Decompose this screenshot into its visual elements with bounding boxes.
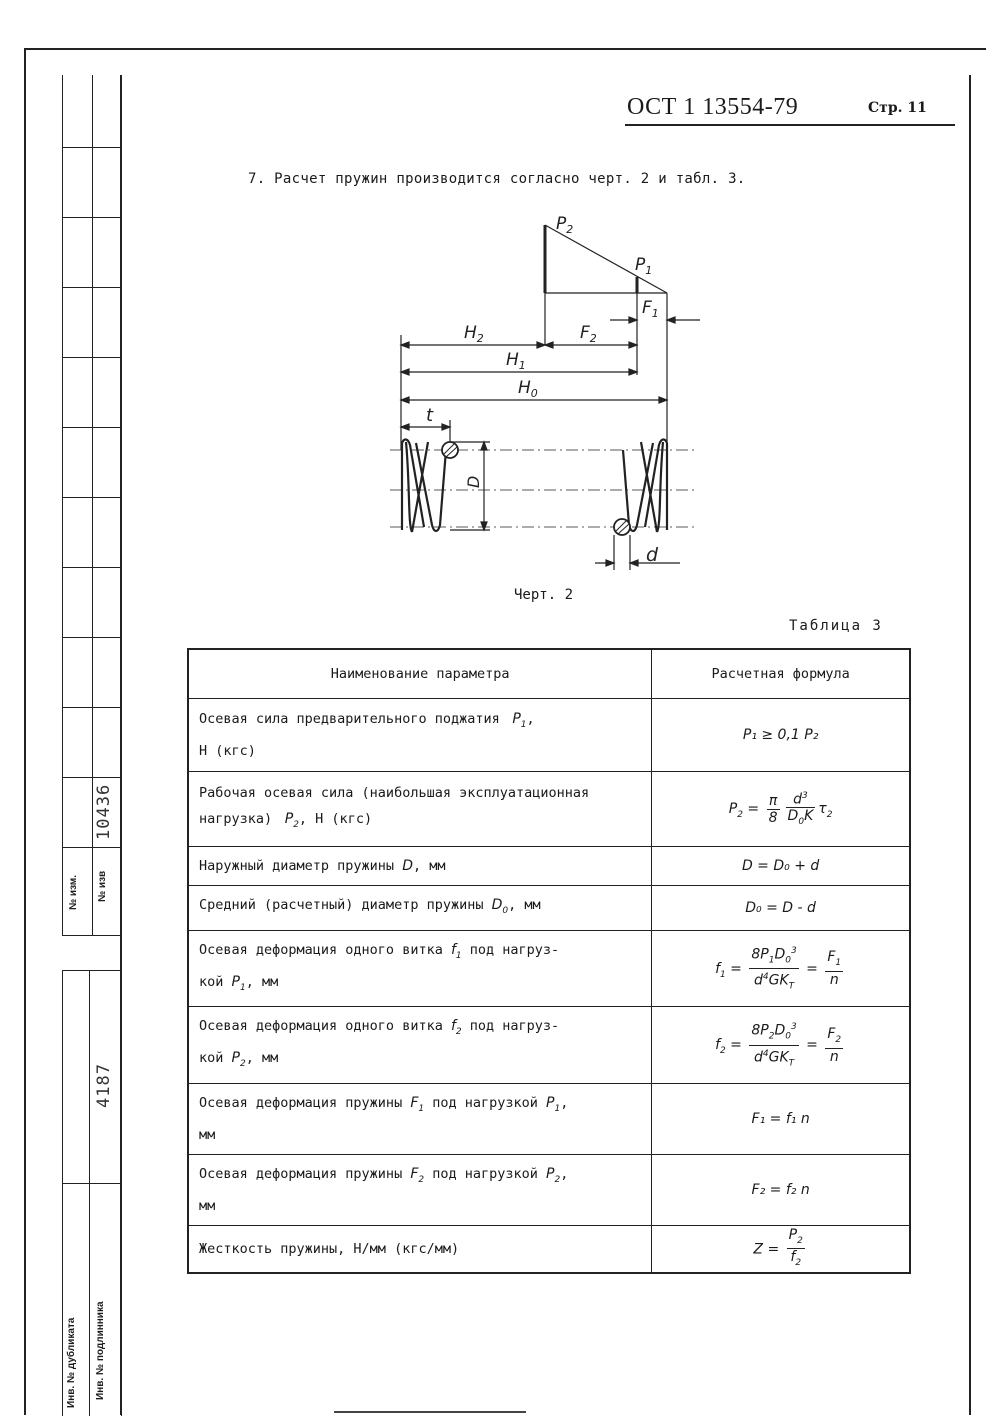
page-number: Стр. 11: [868, 100, 927, 116]
notice-no-value: 10436: [94, 783, 114, 840]
label-p2: $P_2$: [556, 214, 574, 236]
table-row: [188, 772, 910, 847]
row-name: Жесткость пружины, Н/мм (кгс/мм): [188, 1225, 652, 1273]
label-t: t: [426, 405, 434, 426]
row-formula: $f_1$ = $\frac{8P_1D_0^3}{d^4GK_T}$ = $\frac{F_1}{n}$: [652, 930, 910, 1007]
frame-left-border: [24, 48, 26, 1415]
duplicate-inventory-label: Инв. № дубликата: [66, 1317, 77, 1408]
label-h0: $H_0$: [518, 378, 538, 400]
table-row: [188, 1007, 910, 1084]
table-row: [188, 930, 910, 1007]
bottom-mark: [334, 1411, 526, 1413]
label-f2: $F_2$: [580, 323, 597, 345]
header-parameter-name: Наименование параметра: [188, 649, 652, 699]
row-name: Осевая деформация одного витка $f_2$ под нагруз- кой $P_2$, мм: [188, 1007, 652, 1084]
row-formula: P₁ ≥ 0,1 P₂: [652, 699, 910, 772]
table-row: [188, 1083, 910, 1154]
original-inventory-label: Инв. № подлинника: [95, 1301, 106, 1400]
row-name: Осевая деформация пружины $F_1$ под нагрузкой $P_1$, мм: [188, 1083, 652, 1154]
spring-drawing: [380, 205, 710, 580]
row-name: Средний (расчетный) диаметр пружины $D_0$, мм: [188, 886, 652, 931]
load-line: [545, 225, 667, 293]
row-formula: D₀ = D - d: [652, 886, 910, 931]
row-name: Наружный диаметр пружины D, мм: [188, 847, 652, 886]
change-no-label: № изм.: [68, 875, 79, 910]
figure-caption: Черт. 2: [514, 587, 574, 603]
parameters-table: [187, 648, 911, 1274]
header-formula: Расчетная формула: [652, 649, 910, 699]
table-row: [188, 886, 910, 931]
original-inventory-value: 4187: [94, 1063, 114, 1108]
frame-right-border: [969, 75, 971, 1415]
intro-paragraph: 7. Расчет пружин производится согласно черт. 2 и табл. 3.: [248, 171, 746, 187]
table-row: [188, 1154, 910, 1225]
table-row: [188, 1225, 910, 1273]
row-formula: F₂ = f₂ n: [652, 1154, 910, 1225]
label-D: D: [464, 475, 483, 488]
header-underline: [625, 124, 955, 126]
row-name: Осевая сила предварительного поджатия $P_1$, Н (кгс): [188, 699, 652, 772]
row-formula: $P_2$ = $\frac{\pi}{8}$ $\frac{d^3}{D_0K}$ $\tau_2$: [652, 772, 910, 847]
frame-top-border: [24, 48, 986, 50]
row-name: Рабочая осевая сила (наибольшая эксплуатационная нагрузка) $P_2$, Н (кгс): [188, 772, 652, 847]
row-name: Осевая деформация одного витка $f_1$ под нагруз- кой $P_1$, мм: [188, 930, 652, 1007]
row-formula: $f_2$ = $\frac{8P_2D_0^3}{d^4GK_T}$ = $\frac{F_2}{n}$: [652, 1007, 910, 1084]
table-header-row: [188, 649, 910, 699]
row-formula: Z = $\frac{P_2}{f_2}$: [652, 1225, 910, 1273]
label-h1: $H_1$: [506, 350, 526, 372]
label-f1: $F_1$: [642, 298, 659, 320]
label-p1: $P_1$: [635, 255, 653, 277]
row-formula: D = D₀ + d: [652, 847, 910, 886]
label-d: d: [646, 544, 659, 566]
table-row: [188, 699, 910, 772]
label-h2: $H_2$: [464, 323, 484, 345]
notice-no-label: № изв: [97, 870, 108, 902]
table-label: Таблица 3: [789, 618, 883, 634]
standard-code: ОСТ 1 13554-79: [627, 94, 799, 120]
table-row: [188, 847, 910, 886]
row-name: Осевая деформация пружины $F_2$ под нагрузкой $P_2$, мм: [188, 1154, 652, 1225]
row-formula: F₁ = f₁ n: [652, 1083, 910, 1154]
